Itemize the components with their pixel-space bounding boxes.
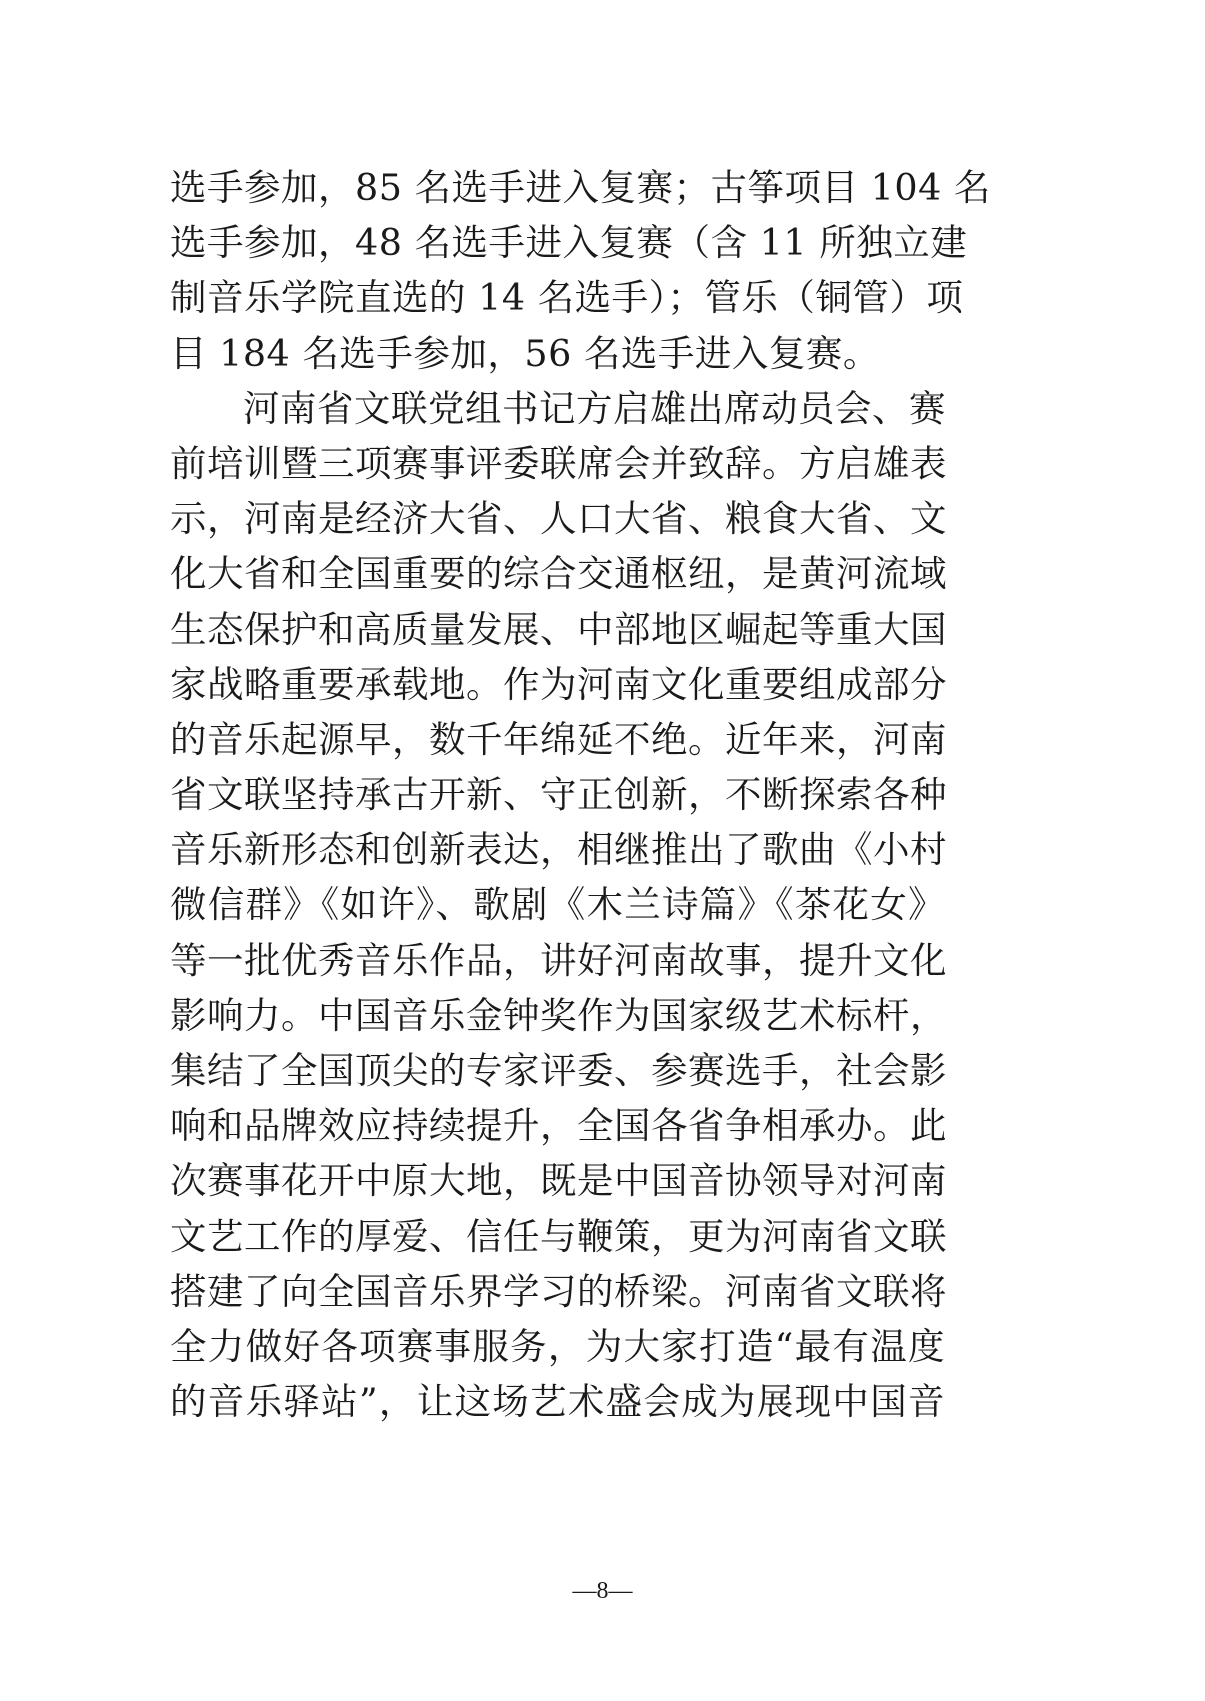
text-line: 次赛事花开中原大地，既是中国音协领导对河南 <box>170 1159 947 1203</box>
text-line: 集结了全国顶尖的专家评委、参赛选手，社会影 <box>170 1049 947 1092</box>
page-number: —8— <box>572 1578 633 1604</box>
text-line: 省文联坚持承古开新、守正创新，不断探索各种 <box>170 773 947 817</box>
text-line: 全力做好各项赛事服务，为大家打造“最有温度 <box>170 1324 945 1368</box>
text-line: 响和品牌效应持续提升，全国各省争相承办。此 <box>170 1104 947 1148</box>
text-line: 生态保护和高质量发展、中部地区崛起等重大国 <box>170 607 947 651</box>
text-line: 的音乐起源早，数千年绵延不绝。近年来，河南 <box>170 717 947 761</box>
text-line: 化大省和全国重要的综合交通枢纽，是黄河流域 <box>170 552 947 596</box>
text-line: 河南省文联党组书记方启雄出席动员会、赛 <box>243 386 946 430</box>
text-line: 文艺工作的厚爱、信任与鞭策，更为河南省文联 <box>170 1214 947 1258</box>
body-text <box>170 160 991 1429</box>
text-line: 制音乐学院直选的 14 名选手）；管乐（铜管）项 <box>170 276 964 320</box>
text-line: 选手参加，85 名选手进入复赛；古筝项目 104 名 <box>170 166 991 209</box>
text-line: 选手参加，48 名选手进入复赛（含 11 所独立建 <box>170 221 968 265</box>
text-line: 目 184 名选手参加，56 名选手进入复赛。 <box>170 331 880 375</box>
text-line: 等一批优秀音乐作品，讲好河南故事，提升文化 <box>170 938 947 982</box>
paragraph-2 <box>170 381 945 1430</box>
text-line: 的音乐驿站”，让这场艺术盛会成为展现中国音 <box>170 1380 945 1424</box>
text-line: 家战略重要承载地。作为河南文化重要组成部分 <box>170 662 947 706</box>
text-line: 微信群》《如许》、歌剧《木兰诗篇》《茶花女》 <box>170 883 945 927</box>
text-line: 前培训暨三项赛事评委联席会并致辞。方启雄表 <box>170 441 947 485</box>
paragraph-1 <box>170 160 991 381</box>
text-line: 影响力。中国音乐金钟奖作为国家级艺术标杆， <box>170 993 947 1037</box>
text-line: 示，河南是经济大省、人口大省、粮食大省、文 <box>170 497 947 541</box>
text-line: 搭建了向全国音乐界学习的桥梁。河南省文联将 <box>170 1269 947 1313</box>
text-line: 音乐新形态和创新表达，相继推出了歌曲《小村 <box>170 828 947 872</box>
